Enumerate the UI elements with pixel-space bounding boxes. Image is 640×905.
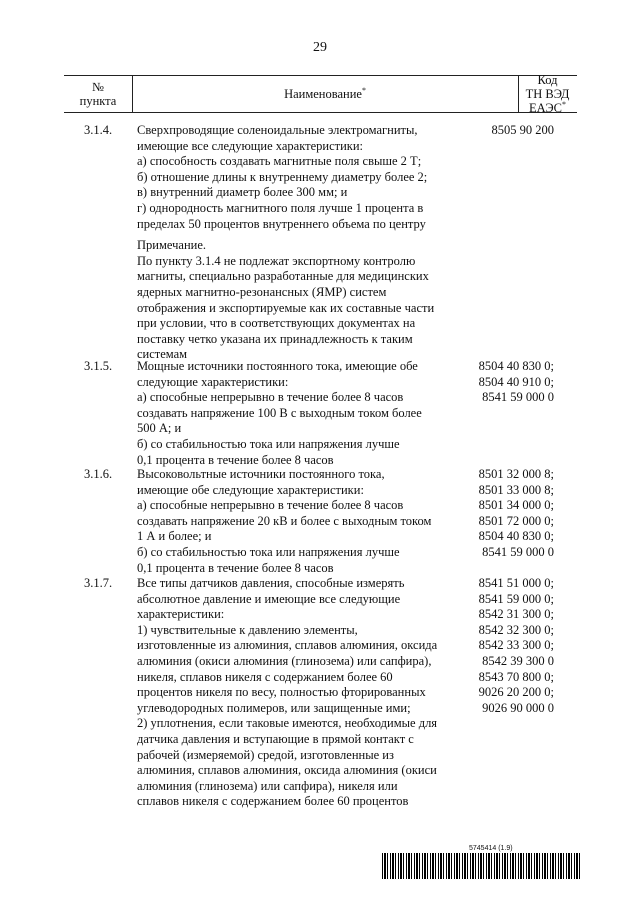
description-line: г) однородность магнитного поля лучше 1 процента в [137, 200, 424, 215]
description-line: алюминия, сплавов алюминия, оксида алюминия (окиси [137, 763, 437, 778]
tnved-code: 8541 59 000 0 [482, 544, 554, 559]
tnved-code: 9026 90 000 0 [482, 700, 554, 715]
barcode [382, 853, 580, 879]
header-number-line1: № [92, 80, 104, 94]
note-title: Примечание. [137, 238, 207, 253]
description-line: а) способность создавать магнитные поля свыше 2 Т; [137, 154, 422, 169]
description-line: пределах 50 процентов внутреннего объема по центру [137, 216, 426, 231]
tnved-code: 8543 70 800 0; [478, 669, 554, 684]
item-description [137, 123, 517, 363]
description-line: 1 А и более; и [137, 529, 212, 544]
header-code-line2: ТН ВЭД ЕАЭС [525, 87, 570, 115]
description-line: 500 А; и [137, 421, 182, 436]
description-line: в) внутренний диаметр более 300 мм; и [137, 185, 348, 200]
description-line: Высоковольтные источники постоянного тока, [137, 467, 385, 481]
description-line: имеющие обе следующие характеристики: [137, 482, 364, 497]
description-line: имеющие все следующие характеристики: [137, 138, 364, 153]
header-number-column [64, 76, 133, 112]
header-name: Наименование [284, 87, 362, 101]
header-code-footnote-mark: * [561, 99, 566, 109]
description-line: изготовленные из алюминия, сплавов алюминия, оксида [137, 638, 438, 653]
tnved-code: 8504 40 830 0; [478, 529, 554, 544]
description-line: следующие характеристики: [137, 374, 289, 389]
description-line: Мощные источники постоянного тока, имеющие обе [137, 359, 418, 373]
tnved-code: 8501 72 000 0; [478, 513, 554, 528]
description-line: 2) уплотнения, если таковые имеются, необходимые для [137, 716, 438, 731]
note-line: ядерных магнитно-резонансных (ЯМР) систем [137, 284, 387, 299]
description-line: рабочей (измеряемой) средой, изготовленные из [137, 747, 394, 762]
description-line: абсолютное давление и имеющие все следующие [137, 591, 401, 606]
item-number: 3.1.6. [84, 467, 113, 481]
item-number: 3.1.5. [84, 359, 113, 373]
description-line: Все типы датчиков давления, способные измерять [137, 576, 405, 590]
document-id: 5745414 (1.9) [469, 845, 513, 852]
note-line: поставку четко указана их принадлежность к таким [137, 331, 413, 346]
tnved-code: 8501 34 000 0; [478, 498, 554, 513]
tnved-code: 8541 59 000 0; [478, 591, 554, 606]
note-block [137, 238, 517, 363]
note-line: системам [137, 347, 188, 362]
tnved-code: 8542 39 300 0 [482, 653, 554, 668]
description-line: б) отношение длины к внутреннему диаметру более 2; [137, 169, 428, 184]
description-line: Сверхпроводящие соленоидальные электромагниты, [137, 123, 418, 137]
item-number: 3.1.7. [84, 576, 113, 590]
description-line: алюминия (глинозема) или сапфира), никеля или [137, 778, 398, 793]
description-line: 1) чувствительные к давлению элементы, [137, 622, 358, 637]
note-line: при условии, что в соответствующих документах на [137, 316, 416, 331]
description-line: создавать напряжение 20 кВ и более с выходным током [137, 513, 432, 528]
header-name-footnote-mark: * [361, 85, 366, 95]
description-line: б) со стабильностью тока или напряжения лучше [137, 544, 400, 559]
note-line: По пункту 3.1.4 не подлежат экспортному контролю [137, 253, 416, 268]
description-line: сплавов никеля с содержанием более 60 процентов [137, 794, 409, 809]
item-number: 3.1.4. [84, 123, 113, 137]
item-codes [448, 467, 554, 561]
description-line: создавать напряжение 100 В с выходным током более [137, 405, 422, 420]
tnved-code: 9026 20 200 0; [478, 685, 554, 700]
description-line: алюминия (окиси алюминия (глинозема) или сапфира), [137, 653, 432, 668]
tnved-code: 8541 59 000 0 [482, 390, 554, 405]
header-code-column [518, 73, 577, 115]
item-codes [448, 359, 554, 406]
header-code-line1: Код [537, 73, 558, 87]
tnved-code: 8501 32 000 8; [478, 467, 554, 481]
description-line: а) способные непрерывно в течение более 8 часов [137, 498, 404, 513]
description-line: 0,1 процента в течение более 8 часов [137, 452, 334, 467]
note-line: отображения и экспортируемые как их составные части [137, 300, 435, 315]
tnved-code: 8542 32 300 0; [478, 622, 554, 637]
page-number: 29 [313, 40, 327, 55]
tnved-code: 8505 90 200 [491, 123, 554, 137]
header-number-line2: пункта [79, 94, 117, 108]
description-line: углеводородных полимеров, или защищенные ими; [137, 700, 411, 715]
description-line: никеля, сплавов никеля с содержанием более 60 [137, 669, 393, 684]
note-line: магниты, специально разработанные для медицинских [137, 269, 429, 284]
tnved-code: 8541 51 000 0; [478, 576, 554, 590]
table-header [64, 75, 577, 113]
description-line: процентов никеля по весу, полностью фторированных [137, 685, 426, 700]
tnved-code: 8504 40 910 0; [478, 374, 554, 389]
item-codes [448, 123, 554, 139]
description-line: а) способные непрерывно в течение более 8 часов [137, 390, 404, 405]
tnved-code: 8504 40 830 0; [478, 359, 554, 373]
description-line: датчика давления и вступающие в прямой контакт с [137, 731, 414, 746]
description-line: 0,1 процента в течение более 8 часов [137, 560, 334, 575]
header-name-column [132, 76, 519, 112]
item-codes [448, 576, 554, 716]
description-line: б) со стабильностью тока или напряжения лучше [137, 436, 400, 451]
tnved-code: 8542 31 300 0; [478, 607, 554, 622]
tnved-code: 8501 33 000 8; [478, 482, 554, 497]
description-line: характеристики: [137, 607, 225, 622]
tnved-code: 8542 33 300 0; [478, 638, 554, 653]
